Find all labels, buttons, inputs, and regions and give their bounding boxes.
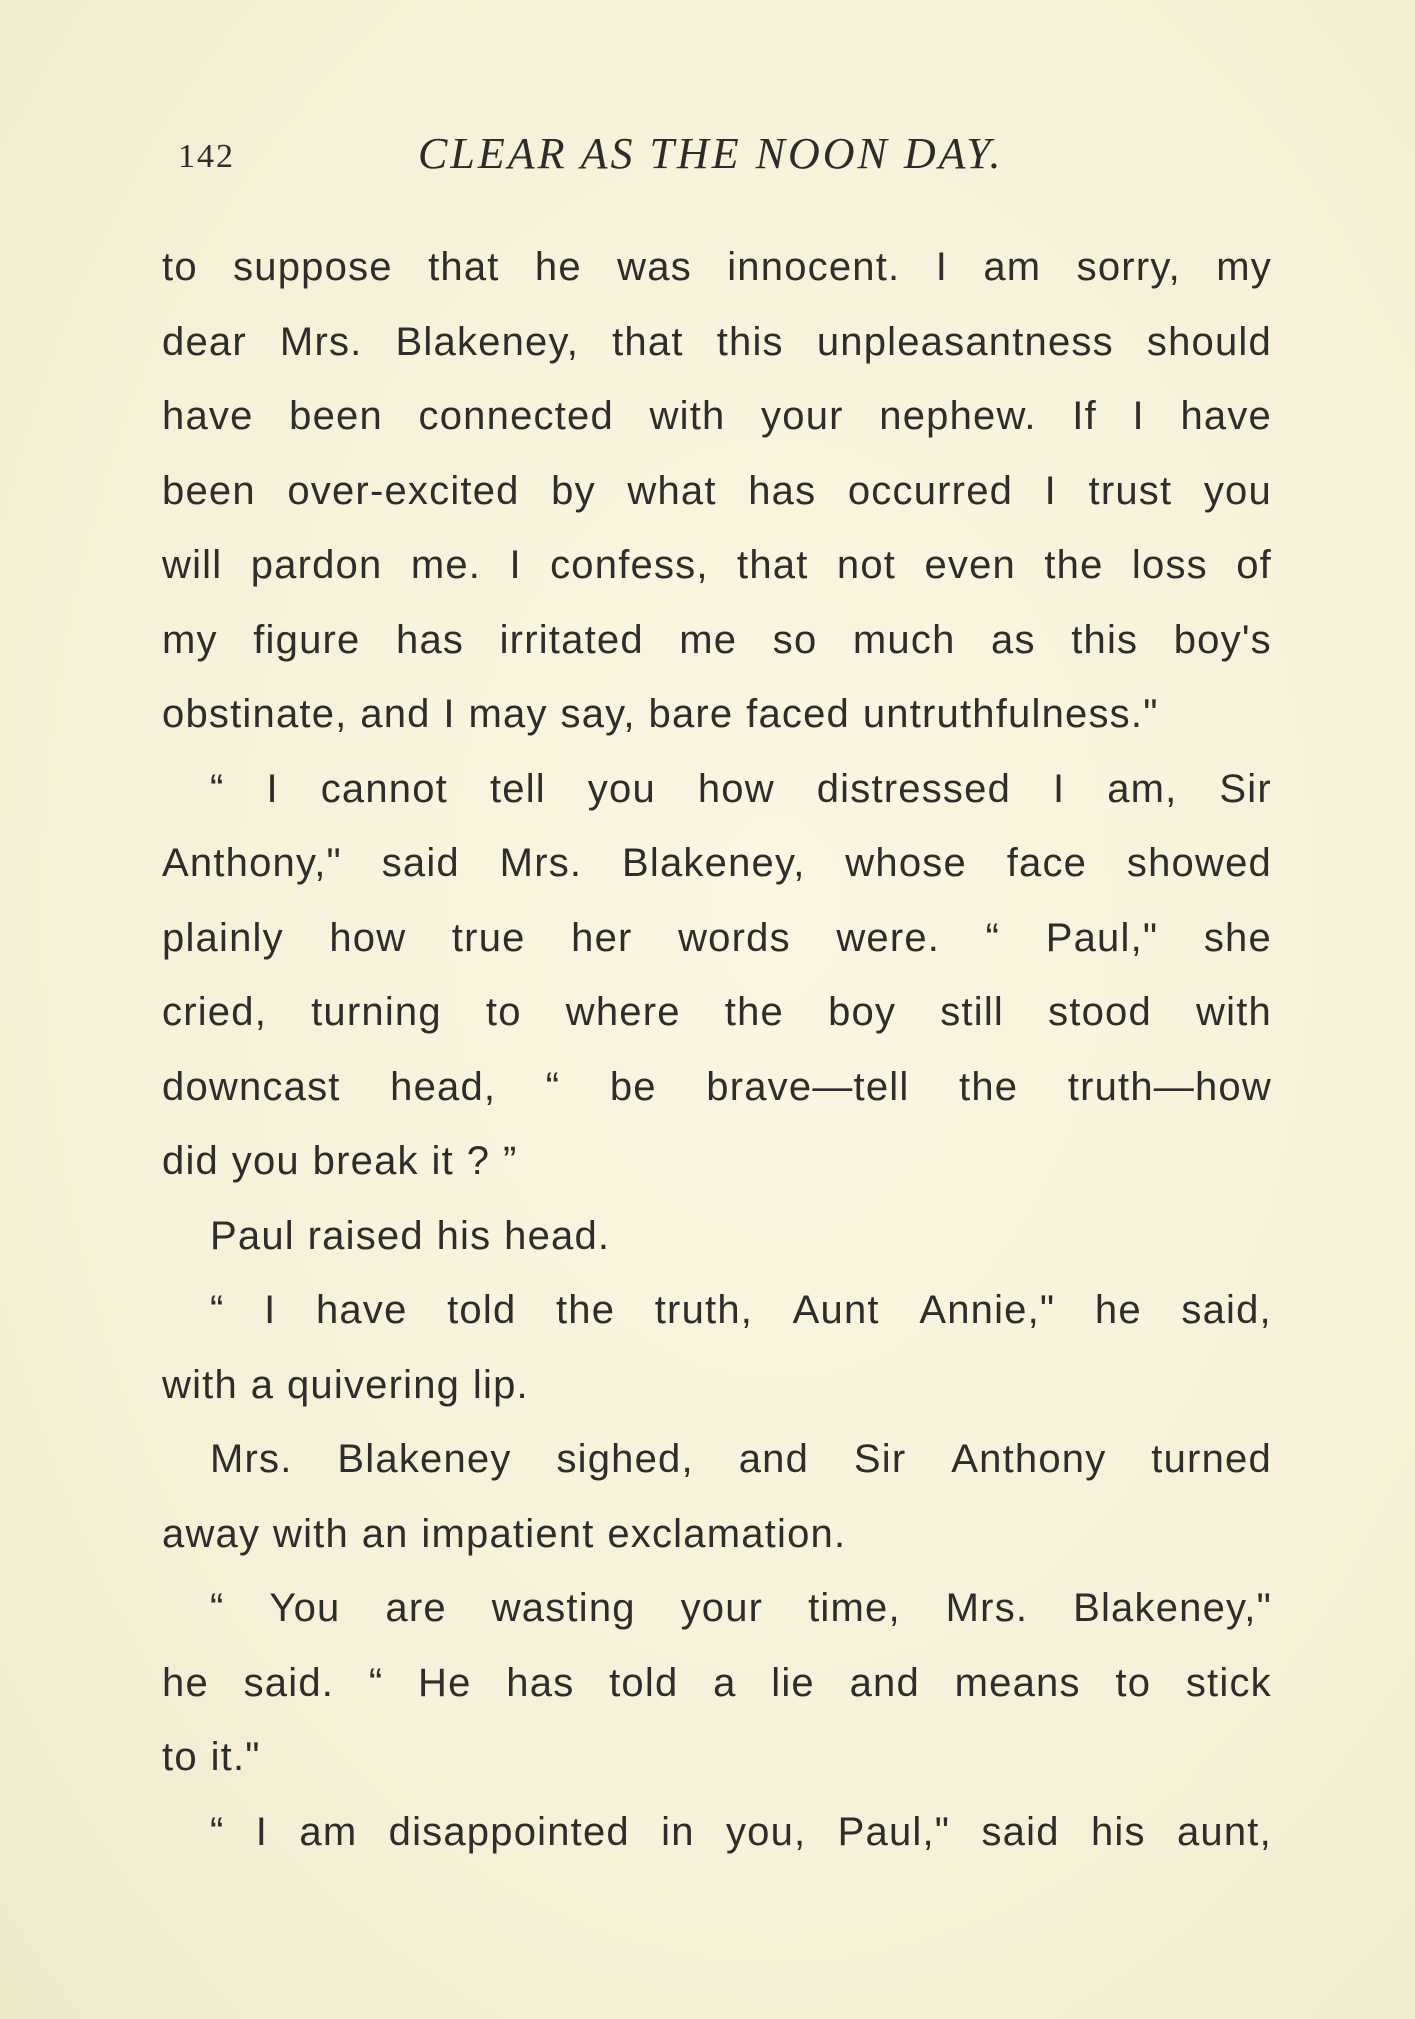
word: said,: [1181, 1288, 1272, 1332]
word: the: [959, 1064, 1019, 1109]
word: much: [852, 617, 956, 662]
word: to: [162, 245, 198, 289]
word: been: [289, 394, 383, 438]
word: brave—tell: [706, 1064, 910, 1109]
word: been: [162, 468, 256, 513]
word: plainly: [162, 915, 284, 960]
word: am: [299, 1809, 358, 1854]
word: he: [534, 245, 582, 289]
word: Blakeney,": [1073, 1586, 1272, 1630]
word: with: [1196, 990, 1272, 1034]
word: told: [609, 1660, 679, 1705]
text-line: [162, 603, 1272, 678]
body-text: [162, 230, 1272, 1869]
word: was: [617, 245, 692, 289]
word: a: [713, 1660, 737, 1705]
word: trust: [1088, 468, 1173, 513]
word: Aunt: [792, 1288, 880, 1332]
text-line: [162, 752, 1272, 827]
word: occurred: [847, 468, 1014, 513]
word: told: [447, 1288, 517, 1332]
word: as: [991, 617, 1036, 662]
word: my: [162, 617, 218, 662]
word: it.": [210, 1735, 261, 1779]
word: dear: [162, 319, 247, 364]
word: and: [849, 1660, 920, 1705]
word: “: [210, 766, 225, 811]
word: bare: [648, 692, 734, 736]
word: my: [1216, 245, 1272, 289]
word: should: [1146, 319, 1272, 364]
word: the: [555, 1288, 616, 1332]
text-line: [162, 1497, 1272, 1572]
word: tell: [489, 766, 546, 811]
word: I: [443, 692, 456, 736]
word: quivering: [286, 1362, 461, 1407]
word: to: [1115, 1660, 1152, 1705]
word: Mrs.: [945, 1586, 1029, 1630]
word: confess,: [550, 543, 709, 587]
word: I: [1052, 766, 1066, 811]
word: innocent.: [727, 245, 901, 289]
word: has: [506, 1660, 575, 1705]
word: faced: [746, 692, 851, 736]
word: turned: [1151, 1437, 1272, 1481]
word: by: [551, 468, 596, 513]
word: it: [431, 1139, 454, 1183]
word: true: [451, 915, 526, 960]
word: impatient: [421, 1511, 595, 1556]
word: face: [1006, 841, 1088, 885]
word: you: [1203, 468, 1272, 513]
word: an: [361, 1511, 409, 1556]
word: his: [436, 1213, 492, 1258]
text-line: [162, 230, 1272, 305]
word: I: [509, 543, 522, 587]
word: you: [587, 766, 656, 811]
word: what: [627, 468, 717, 513]
word: Mrs.: [210, 1437, 293, 1481]
word: suppose: [233, 245, 393, 289]
word: how: [697, 766, 775, 811]
word: Blakeney,: [395, 319, 580, 364]
word: to: [485, 990, 522, 1034]
word: you,: [725, 1809, 807, 1854]
word: head.: [504, 1213, 611, 1258]
word: boy's: [1173, 617, 1272, 662]
word: so: [772, 617, 818, 662]
word: me.: [410, 543, 482, 587]
word: showed: [1126, 841, 1272, 885]
word: You: [269, 1586, 341, 1630]
word: I: [266, 766, 279, 811]
word: “: [985, 915, 1001, 960]
word: his: [1090, 1809, 1146, 1854]
word: I: [1132, 394, 1145, 438]
word: this: [716, 319, 784, 364]
word: truth,: [654, 1288, 754, 1332]
word: distressed: [816, 766, 1012, 811]
word: ?: [466, 1139, 491, 1183]
word: say,: [560, 692, 636, 736]
word: away: [162, 1511, 261, 1556]
word: has: [748, 468, 817, 513]
word: and: [360, 692, 431, 736]
word: irritated: [499, 617, 644, 662]
word: boy: [828, 990, 897, 1034]
word: exclamation.: [607, 1511, 847, 1556]
word: have: [162, 394, 254, 438]
word: unpleasantness: [816, 319, 1114, 364]
text-line: [162, 901, 1272, 976]
word: a: [250, 1362, 275, 1407]
word: “: [210, 1809, 225, 1854]
word: Anthony: [951, 1437, 1107, 1481]
text-line: [162, 677, 1272, 752]
text-line: [162, 454, 1272, 529]
word: she: [1203, 915, 1272, 960]
word: sighed,: [556, 1437, 694, 1481]
word: this: [1071, 617, 1139, 662]
word: are: [385, 1586, 447, 1630]
word: lip.: [472, 1362, 529, 1407]
word: connected: [418, 394, 614, 438]
word: be: [609, 1064, 657, 1109]
text-line: [162, 1422, 1272, 1497]
word: words: [678, 915, 791, 960]
word: you: [231, 1139, 300, 1183]
word: time,: [808, 1586, 901, 1630]
word: said.: [243, 1660, 335, 1705]
word: head,: [390, 1064, 497, 1109]
word: whose: [845, 841, 967, 885]
word: Blakeney: [337, 1437, 512, 1481]
word: raised: [307, 1213, 424, 1258]
word: He: [418, 1660, 472, 1705]
word: disappointed: [388, 1809, 630, 1854]
word: were.: [836, 915, 941, 960]
word: the: [1044, 543, 1104, 587]
word: he: [162, 1660, 209, 1705]
word: to: [162, 1735, 198, 1779]
text-line: [162, 1720, 1272, 1795]
word: me: [679, 617, 738, 662]
word: have: [1180, 394, 1272, 438]
word: Anthony,": [162, 841, 342, 885]
text-line: [162, 975, 1272, 1050]
word: cried,: [162, 990, 268, 1034]
word: that: [737, 543, 809, 587]
word: am: [983, 245, 1042, 289]
word: your: [680, 1586, 764, 1630]
page-header: [0, 128, 1415, 188]
text-line: [162, 826, 1272, 901]
word: will: [162, 543, 223, 587]
word: that: [428, 245, 500, 289]
word: wasting: [491, 1586, 636, 1630]
word: “: [368, 1660, 384, 1705]
word: may: [468, 692, 548, 736]
word: Paul,": [837, 1809, 951, 1854]
word: where: [565, 990, 681, 1034]
word: how: [329, 915, 407, 960]
word: still: [940, 990, 1005, 1034]
word: of: [1236, 543, 1272, 587]
page-number: 142: [178, 138, 235, 175]
word: her: [571, 915, 633, 960]
text-line: [162, 1199, 1272, 1274]
text-line: [162, 1124, 1272, 1199]
word: Mrs.: [279, 319, 363, 364]
word: obstinate,: [162, 692, 348, 736]
word: I: [935, 245, 949, 289]
word: even: [924, 543, 1017, 587]
word: stick: [1185, 1660, 1272, 1705]
text-line: [162, 1646, 1272, 1721]
text-line: [162, 1050, 1272, 1125]
text-line: [162, 1795, 1272, 1870]
word: with: [649, 394, 726, 438]
word: that: [612, 319, 684, 364]
word: downcast: [162, 1064, 341, 1109]
word: have: [315, 1288, 408, 1332]
word: the: [724, 990, 784, 1034]
word: untruthfulness.": [862, 692, 1159, 736]
word: aunt,: [1176, 1809, 1272, 1854]
word: I: [255, 1809, 269, 1854]
word: said: [981, 1809, 1060, 1854]
word: break: [312, 1139, 419, 1183]
word: he: [1094, 1288, 1142, 1332]
word: with: [272, 1511, 349, 1556]
word: cannot: [320, 766, 449, 811]
text-line: [162, 305, 1272, 380]
word: “: [210, 1586, 225, 1630]
text-line: [162, 1348, 1272, 1423]
word: in: [661, 1809, 695, 1854]
word: If: [1072, 394, 1097, 438]
word: am,: [1107, 766, 1178, 811]
word: loss: [1131, 543, 1208, 587]
word: Annie,": [919, 1288, 1056, 1332]
word: figure: [253, 617, 361, 662]
word: Paul: [210, 1213, 295, 1258]
text-line: [162, 379, 1272, 454]
word: I: [264, 1288, 277, 1332]
text-line: [162, 1273, 1272, 1348]
word: and: [738, 1437, 810, 1481]
word: turning: [311, 990, 442, 1034]
word: did: [162, 1139, 219, 1183]
word: pardon: [250, 543, 383, 587]
word: has: [396, 617, 465, 662]
word: said: [381, 841, 460, 885]
running-title: CLEAR AS THE NOON DAY.: [418, 129, 1004, 178]
word: means: [954, 1660, 1081, 1705]
word: Paul,": [1045, 915, 1159, 960]
word: “: [210, 1288, 225, 1332]
word: your: [761, 394, 844, 438]
text-line: [162, 1571, 1272, 1646]
word: stood: [1048, 990, 1152, 1034]
word: Blakeney,: [622, 841, 806, 885]
text-line: [162, 528, 1272, 603]
word: ”: [502, 1139, 518, 1183]
word: lie: [771, 1660, 815, 1705]
word: over-excited: [287, 468, 520, 513]
word: I: [1044, 468, 1057, 513]
word: Sir: [853, 1437, 907, 1481]
word: truth—how: [1067, 1064, 1272, 1109]
word: Mrs.: [499, 841, 583, 885]
word: with: [162, 1362, 238, 1407]
word: nephew.: [879, 394, 1037, 438]
word: Sir: [1219, 766, 1272, 811]
word: not: [836, 543, 897, 587]
word: “: [545, 1064, 561, 1109]
word: sorry,: [1076, 245, 1181, 289]
